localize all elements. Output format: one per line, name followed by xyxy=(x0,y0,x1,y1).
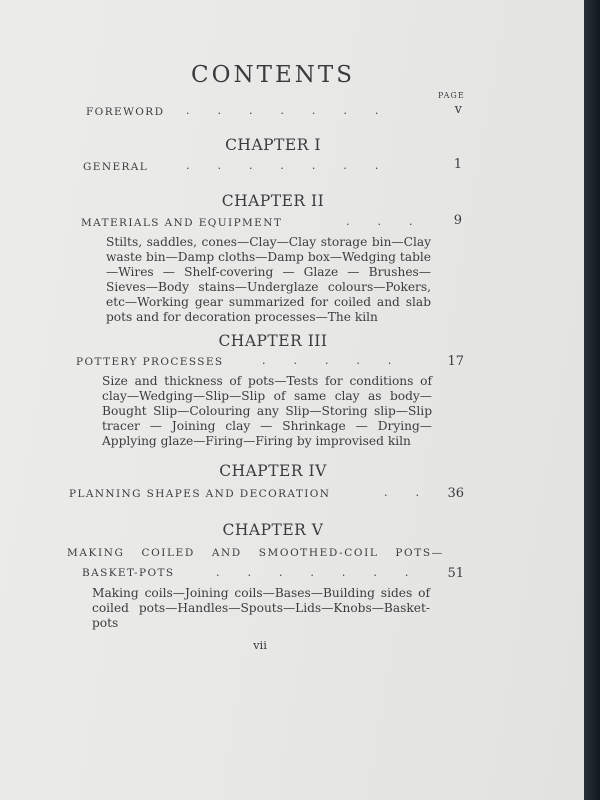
chapter-5-page-number: 51 xyxy=(447,566,464,581)
chapter-1-page-number: 1 xyxy=(453,157,462,172)
leader-dots: . . . xyxy=(346,215,413,228)
chapter-3-description: Size and thickness of pots—Tests for conditions of clay—Wedging—Slip—Slip of same clay as body—Bought Slip—Colouring any Slip—Storing slip—Slip tracer — Joining clay — Shrinkage — Drying—Applying glaze—Firing—Firing by improvised kiln xyxy=(102,374,432,448)
chapter-2-page-number: 9 xyxy=(453,213,462,228)
page-column-header: PAGE xyxy=(438,91,465,100)
chapter-5-heading: CHAPTER V xyxy=(222,521,324,539)
chapter-4-page-number: 36 xyxy=(447,486,464,501)
leader-dots: . . xyxy=(384,486,419,499)
chapter-5-description: Making coils—Joining coils—Bases—Building sides of coiled pots—Handles—Spouts—Lids—Knobs—Basket-pots xyxy=(92,586,430,630)
leader-dots: . . . . . . . xyxy=(186,104,379,117)
chapter-1-heading: CHAPTER I xyxy=(225,136,321,154)
book-edge xyxy=(584,0,600,800)
chapter-2-heading: CHAPTER II xyxy=(221,192,325,210)
chapter-4-entry: PLANNING SHAPES AND DECORATION xyxy=(69,488,331,500)
page-title: CONTENTS xyxy=(191,62,355,88)
chapter-2-description: Stilts, saddles, cones—Clay—Clay storage bin—Clay waste bin—Damp cloths—Damp box—Wedging table—Wires — Shelf-covering — Glaze — Brushes—Sieves—Body stains—Underglaze colours—Pokers, etc—Working gear summarized for coiled and slab pots and for decoration processes—The kiln xyxy=(106,235,431,324)
chapter-3-page-number: 17 xyxy=(447,354,464,369)
chapter-2-entry: MATERIALS AND EQUIPMENT xyxy=(81,217,283,229)
foreword-entry: FOREWORD xyxy=(86,106,165,118)
chapter-3-entry: POTTERY PROCESSES xyxy=(76,356,224,368)
chapter-5-entry-continued: BASKET-POTS xyxy=(82,567,175,579)
chapter-4-heading: CHAPTER IV xyxy=(219,462,327,480)
foreword-page-number: v xyxy=(454,102,462,117)
chapter-3-heading: CHAPTER III xyxy=(218,332,328,350)
leader-dots: . . . . . xyxy=(262,354,392,367)
chapter-5-entry: MAKING COILED AND SMOOTHED-COIL POTS— xyxy=(67,547,444,559)
page-folio: vii xyxy=(253,638,267,652)
leader-dots: . . . . . . . xyxy=(186,159,379,172)
leader-dots: . . . . . . . xyxy=(216,566,409,579)
chapter-1-entry: GENERAL xyxy=(83,161,149,173)
